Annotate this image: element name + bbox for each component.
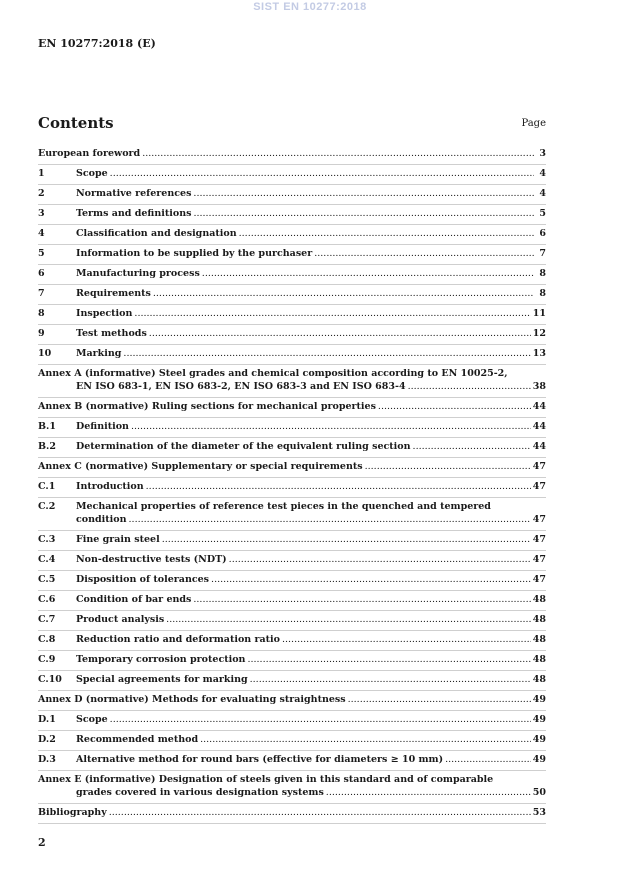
- toc-entry-number: D.2: [38, 734, 56, 745]
- toc-entry-page: 48: [532, 654, 546, 665]
- toc-entry[interactable]: [38, 533, 546, 551]
- toc-entry-page: 49: [532, 714, 546, 725]
- dot-leader: [378, 400, 531, 413]
- toc-entry-page: 5: [539, 208, 546, 219]
- toc-entry-title: Bibliography: [38, 807, 107, 818]
- toc-entry-number: 1: [38, 168, 45, 179]
- toc-entry-title: Fine grain steel: [76, 534, 160, 545]
- table-of-contents: [38, 147, 546, 826]
- toc-entry-title: Definition: [76, 421, 129, 432]
- dot-leader: [408, 380, 531, 393]
- toc-entry-title: Requirements: [76, 288, 151, 299]
- toc-entry-page: 13: [532, 348, 546, 359]
- dot-leader: [247, 653, 530, 666]
- toc-entry[interactable]: [38, 187, 546, 205]
- toc-entry-title: Inspection: [76, 308, 133, 319]
- dot-leader: [229, 553, 531, 566]
- toc-entry-number: C.7: [38, 614, 56, 625]
- toc-entry-number: D.3: [38, 754, 56, 765]
- dot-leader: [110, 167, 534, 180]
- toc-entry-page: 38: [532, 381, 546, 392]
- toc-entry[interactable]: [38, 287, 546, 305]
- toc-entry-page: 11: [532, 308, 546, 319]
- toc-entry-page: 53: [532, 807, 546, 818]
- dot-leader: [123, 347, 530, 360]
- toc-entry-number: B.1: [38, 421, 56, 432]
- toc-entry-page: 12: [532, 328, 546, 339]
- toc-entry-number: C.10: [38, 674, 62, 685]
- toc-entry[interactable]: [38, 773, 546, 804]
- toc-entry-number: D.1: [38, 714, 56, 725]
- toc-entry-title: Disposition of tolerances: [76, 574, 210, 585]
- toc-entry-title: Product analysis: [76, 614, 165, 625]
- toc-entry-page: 48: [532, 634, 546, 645]
- toc-entry-title-line1: Mechanical properties of reference test pieces in the quenched and tempered: [76, 501, 491, 512]
- toc-entry-page: 47: [532, 461, 546, 472]
- toc-entry[interactable]: [38, 347, 546, 365]
- toc-entry-number: 6: [38, 268, 45, 279]
- toc-entry[interactable]: [38, 573, 546, 591]
- toc-entry[interactable]: [38, 207, 546, 225]
- toc-entry-title: Determination of the diameter of the equivalent ruling section: [76, 441, 411, 452]
- toc-entry-page: 48: [532, 594, 546, 605]
- toc-entry[interactable]: [38, 420, 546, 438]
- toc-entry-number: 3: [38, 208, 45, 219]
- dot-leader: [110, 713, 531, 726]
- toc-entry-number: C.4: [38, 554, 56, 565]
- toc-entry-title: Manufacturing process: [76, 268, 200, 279]
- toc-entry[interactable]: [38, 400, 546, 418]
- toc-entry[interactable]: [38, 593, 546, 611]
- toc-entry[interactable]: [38, 327, 546, 345]
- watermark: SIST EN 10277:2018: [253, 1, 367, 13]
- dot-leader: [211, 573, 531, 586]
- toc-entry[interactable]: [38, 733, 546, 751]
- toc-entry-page: 50: [532, 787, 546, 798]
- toc-entry-title: Reduction ratio and deformation ratio: [76, 634, 280, 645]
- toc-entry[interactable]: [38, 753, 546, 771]
- toc-entry[interactable]: [38, 440, 546, 458]
- toc-entry[interactable]: [38, 147, 546, 165]
- dot-leader: [314, 247, 534, 260]
- dot-leader: [162, 533, 531, 546]
- toc-entry[interactable]: [38, 673, 546, 691]
- dot-leader: [200, 733, 531, 746]
- toc-entry[interactable]: [38, 806, 546, 824]
- toc-entry[interactable]: [38, 167, 546, 185]
- toc-entry-title: condition: [76, 514, 127, 525]
- toc-entry-title: Annex C (normative) Supplementary or special requirements: [38, 461, 363, 472]
- dot-leader: [129, 513, 531, 526]
- document-id: EN 10277:2018 (E): [38, 37, 156, 50]
- toc-entry-title: Special agreements for marking: [76, 674, 248, 685]
- toc-entry-number: C.8: [38, 634, 56, 645]
- dot-leader: [326, 786, 531, 799]
- toc-entry[interactable]: [38, 267, 546, 285]
- toc-entry-page: 49: [532, 754, 546, 765]
- toc-entry[interactable]: [38, 227, 546, 245]
- dot-leader: [193, 187, 534, 200]
- toc-entry-title: Annex D (normative) Methods for evaluating straightness: [38, 694, 346, 705]
- toc-entry-title: Condition of bar ends: [76, 594, 192, 605]
- dot-leader: [365, 460, 531, 473]
- toc-entry-title: Introduction: [76, 481, 144, 492]
- toc-entry-title: Information to be supplied by the purchaser: [76, 248, 313, 259]
- dot-leader: [149, 327, 531, 340]
- dot-leader: [109, 806, 531, 819]
- toc-entry[interactable]: [38, 480, 546, 498]
- toc-entry-title: Annex B (normative) Ruling sections for mechanical properties: [38, 401, 376, 412]
- toc-entry-title: Non-destructive tests (NDT): [76, 554, 227, 565]
- toc-entry-number: B.2: [38, 441, 56, 452]
- toc-entry[interactable]: [38, 367, 546, 398]
- toc-entry-title: grades covered in various designation systems: [76, 787, 324, 798]
- page-column-label: Page: [521, 118, 546, 129]
- toc-entry[interactable]: [38, 653, 546, 671]
- toc-entry-title: Scope: [76, 714, 108, 725]
- toc-entry[interactable]: [38, 633, 546, 651]
- toc-entry-number: C.2: [38, 501, 56, 512]
- toc-entry-page: 48: [532, 614, 546, 625]
- toc-entry-title: European foreword: [38, 148, 141, 159]
- toc-entry-page: 8: [539, 268, 546, 279]
- dot-leader: [282, 633, 531, 646]
- toc-entry-title: Temporary corrosion protection: [76, 654, 246, 665]
- dot-leader: [348, 693, 531, 706]
- toc-entry-page: 49: [532, 694, 546, 705]
- toc-entry-number: 8: [38, 308, 45, 319]
- dot-leader: [134, 307, 530, 320]
- toc-entry-page: 6: [539, 228, 546, 239]
- dot-leader: [445, 753, 531, 766]
- toc-entry[interactable]: [38, 307, 546, 325]
- toc-entry-title: Marking: [76, 348, 122, 359]
- dot-leader: [166, 613, 531, 626]
- dot-leader: [131, 420, 531, 433]
- toc-entry-number: C.9: [38, 654, 56, 665]
- toc-entry-number: C.1: [38, 481, 56, 492]
- toc-entry-title-line1: Annex E (informative) Designation of steels given in this standard and of comparable: [38, 774, 494, 785]
- toc-entry-title: EN ISO 683-1, EN ISO 683-2, EN ISO 683-3 and EN ISO 683-4: [76, 381, 406, 392]
- toc-entry[interactable]: [38, 500, 546, 531]
- toc-entry-title: Alternative method for round bars (effective for diameters ≥ 10 mm): [76, 754, 444, 765]
- toc-entry[interactable]: [38, 460, 546, 478]
- toc-entry-page: 44: [532, 401, 546, 412]
- toc-entry-page: 4: [539, 188, 546, 199]
- toc-entry-title: Recommended method: [76, 734, 199, 745]
- toc-entry-page: 47: [532, 534, 546, 545]
- toc-entry-title: Scope: [76, 168, 108, 179]
- dot-leader: [193, 593, 530, 606]
- dot-leader: [153, 287, 534, 300]
- toc-entry-page: 48: [532, 674, 546, 685]
- toc-entry-page: 4: [539, 168, 546, 179]
- dot-leader: [413, 440, 531, 453]
- toc-entry-page: 47: [532, 574, 546, 585]
- toc-entry-title: Normative references: [76, 188, 192, 199]
- toc-entry-number: 10: [38, 348, 52, 359]
- toc-entry-title: Classification and designation: [76, 228, 237, 239]
- toc-entry-page: 7: [539, 248, 546, 259]
- contents-heading: Contents: [38, 114, 114, 132]
- toc-entry-page: 44: [532, 441, 546, 452]
- toc-entry-page: 3: [539, 148, 546, 159]
- toc-entry-number: C.3: [38, 534, 56, 545]
- toc-entry-page: 44: [532, 421, 546, 432]
- toc-entry-title: Terms and definitions: [76, 208, 192, 219]
- dot-leader: [146, 480, 531, 493]
- toc-entry-number: C.5: [38, 574, 56, 585]
- toc-entry[interactable]: [38, 713, 546, 731]
- toc-entry-page: 47: [532, 481, 546, 492]
- toc-entry-title-line1: Annex A (informative) Steel grades and chemical composition according to EN 10025-2,: [38, 368, 508, 379]
- toc-entry-number: 5: [38, 248, 45, 259]
- toc-entry-page: 47: [532, 514, 546, 525]
- toc-entry-number: 4: [38, 228, 45, 239]
- toc-entry-page: 47: [532, 554, 546, 565]
- dot-leader: [202, 267, 534, 280]
- dot-leader: [193, 207, 534, 220]
- toc-entry[interactable]: [38, 247, 546, 265]
- toc-entry-title: Test methods: [76, 328, 147, 339]
- dot-leader: [250, 673, 531, 686]
- toc-entry-page: 8: [539, 288, 546, 299]
- toc-entry-page: 49: [532, 734, 546, 745]
- toc-entry-number: 9: [38, 328, 45, 339]
- toc-entry[interactable]: [38, 693, 546, 711]
- toc-entry[interactable]: [38, 613, 546, 631]
- toc-entry-number: 2: [38, 188, 45, 199]
- dot-leader: [142, 147, 534, 160]
- toc-entry-number: 7: [38, 288, 45, 299]
- dot-leader: [239, 227, 534, 240]
- toc-entry[interactable]: [38, 553, 546, 571]
- page-number: 2: [38, 836, 46, 849]
- toc-entry-number: C.6: [38, 594, 56, 605]
